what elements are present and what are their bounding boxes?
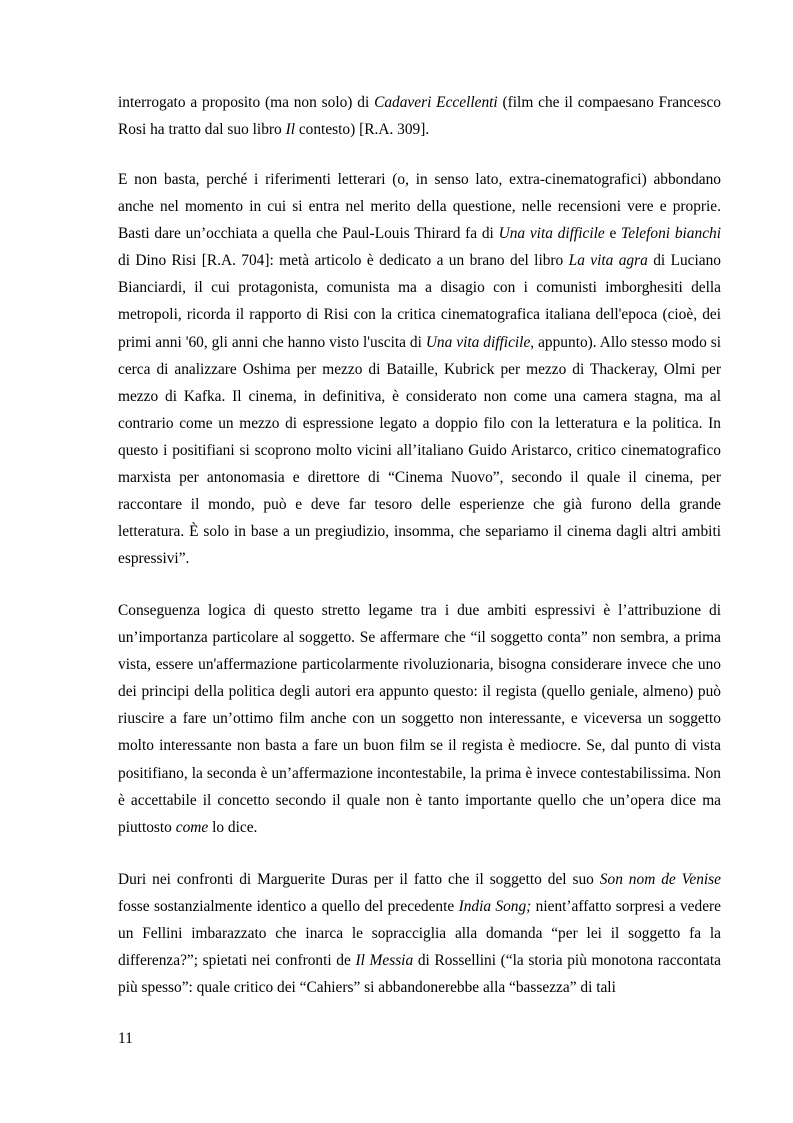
paragraph-text: (film che il compaesano Francesco Rosi ha tratto dal suo libro: [118, 94, 721, 139]
paragraph-text: contesto) [R.A. 309].: [294, 121, 430, 139]
paragraph-text: di Dino Risi [R.A. 704]: metà articolo è dedicato a un brano del libro: [118, 252, 569, 270]
italic-title-text: Una vita difficile: [425, 333, 531, 351]
page-number: 11: [118, 1030, 133, 1047]
italic-title-text: Una vita difficile: [498, 225, 605, 243]
paragraph-text: di Rossellini (“la storia più monotona raccontata più spesso”: quale critico dei “Cahiers” si abbandonerebbe alla “bassezza” di tali: [118, 952, 721, 997]
paragraph-text: e: [604, 225, 622, 243]
paragraph-text: lo dice.: [208, 818, 258, 836]
italic-title-text: Cadaveri Eccellenti: [374, 94, 498, 111]
paragraph-text: E non basta, perché i riferimenti letterari (o, in senso lato, extra-cinematografici) abbondano anche nel momento in cui si entra nel merito della questione, nelle recensioni vere e proprie. Basti dare un’occhiata a quella che Paul-Louis Thirard fa di: [118, 171, 721, 243]
paragraph-text: Conseguenza logica di questo stretto legame tra i due ambiti espressivi è l’attribuzione di un’importanza particolare al soggetto. Se affermare che “il soggetto conta” non sembra, a prima vista, essere un'affermazione particolarmente rivoluzionaria, bisogna considerare invece che uno dei principi della politica degli autori era appunto questo: il regista (quello geniale, almeno) può riuscire a fare un’ottimo film anche con un soggetto non interessante, e viceversa un soggetto molto interessante non basta a fare un buon film se il regista è mediocre. Se, dal punto di vista positifiano, la seconda è un’affermazione incontestabile, la prima è invece contestabilissima. Non è accettabile il concetto secondo il quale non è tanto importante quello che un’opera dice ma piuttosto: [118, 602, 721, 836]
paragraph-text: fosse sostanzialmente identico a quello del precedente: [118, 898, 459, 916]
paragraph-text: Duri nei confronti di Marguerite Duras per il fatto che il soggetto del suo: [118, 871, 600, 888]
paragraph-text: di Luciano Bianciardi, il cui protagonista, comunista ma a disagio con i comunisti imborghesiti della metropoli, ricorda il rapporto di Risi con la critica cinematografica italiana dell'epoca (cioè, dei primi anni '60, gli anni che hanno visto l'uscita di: [118, 252, 721, 351]
italic-title-text: Il: [285, 121, 295, 139]
paragraph-2: [118, 166, 721, 572]
paragraph-3: [118, 597, 721, 841]
paragraph-1: [118, 89, 721, 143]
italic-title-text: La vita agra: [568, 252, 648, 270]
paragraph-4: [118, 866, 721, 1001]
paragraph-text: interrogato a proposito (ma non solo) di: [118, 94, 375, 111]
italic-title-text: Son nom de Venise: [599, 871, 721, 888]
italic-title-text: India Song;: [458, 898, 532, 916]
italic-title-text: come: [175, 818, 209, 836]
paragraph-text: , appunto). Allo stesso modo si cerca di analizzare Oshima per mezzo di Bataille, Kubrick per mezzo di Thackeray, Olmi per mezzo di Kafka. Il cinema, in definitiva, è considerato non come una camera stagna, ma al contrario come un mezzo di espressione legato a doppio filo con la letteratura e la politica. In questo i positifiani si scoprono molto vicini all’italiano Guido Aristarco, critico cinematografico marxista per antonomasia e direttore di “Cinema Nuovo”, secondo il quale il cinema, per raccontare il mondo, può e deve far tesoro delle esperienze che già furono della grande letteratura. È solo in base a un pregiudizio, insomma, che separiamo il cinema dagli altri ambiti espressivi”.: [118, 333, 722, 568]
italic-title-text: Il Messia: [355, 952, 414, 970]
italic-title-text: Telefoni bianchi: [621, 225, 721, 243]
paragraph-text: nient’affatto sorpresi a vedere un Fellini imbarazzato che inarca le sopracciglia alla domanda “per lei il soggetto fa la differenza?”; spietati nei confronti de: [118, 898, 721, 970]
